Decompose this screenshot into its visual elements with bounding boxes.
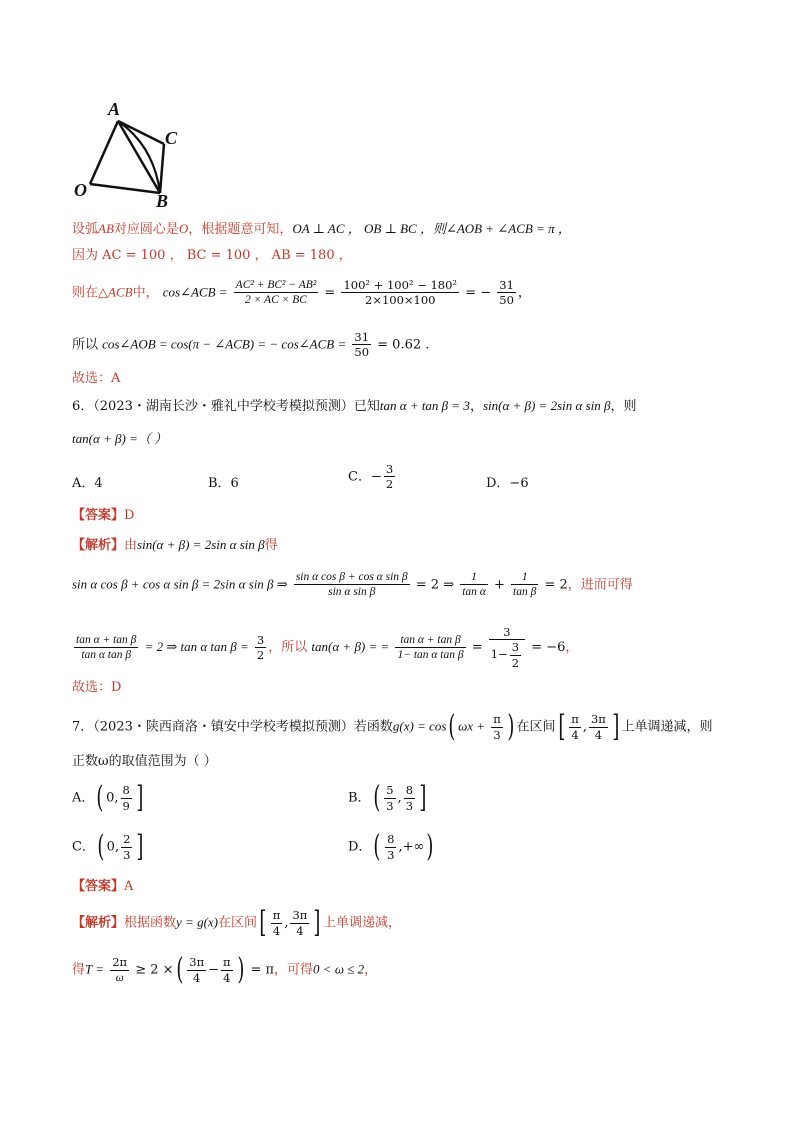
segment-ob: [90, 184, 160, 193]
q6-stem: 6．（2023・湖南长沙・雅礼中学校考模拟预测）已知tan α + tan β = 3，sin(α + β) = 2sin α sin β，则: [72, 398, 637, 414]
q6-answer: 【答案】D: [72, 508, 135, 523]
segment-cb: [160, 144, 164, 193]
q6-analysis-line2: sin α cos β + cos α sin β = 2sin α sin β ⇒ $\frac{\text{sin α cos β + cos α sin β}}{\text{sin α sin β}}$ = 2 ⇒ $\frac{1}{\text{tan α}}$ + $\frac{1}{\text{tan β}}$ = 2，进而可得: [72, 571, 633, 599]
q6-option-d: D．−6: [486, 476, 529, 491]
q7-option-b: B．( $\frac{5}{3}$ , $\frac{8}{3}$ ]: [348, 780, 427, 815]
label-c: C: [165, 128, 178, 148]
sol5-line2: 因为 AC = 100 ， BC = 100 ， AB = 180 ，: [72, 248, 352, 263]
q7-option-a: A．( 0, $\frac{8}{9}$ ]: [72, 780, 144, 815]
sol5-line3: 则在△ACB中， cos∠ACB = $\frac{\text{AC² + BC² − AB²}}{2 \times AC \times BC}$ = $\frac{\text{100² + 100² − 180²}}{2\times 100\times 100}$ = − $\frac{31}{50}$ ，: [72, 278, 531, 308]
q7-stem-line2: 正数ω的取值范围为（ ）: [72, 754, 217, 769]
q7-option-c: C．( 0, $\frac{2}{3}$ ]: [72, 829, 144, 864]
sol5-line4: 所以 cos∠AOB = cos(π − ∠ACB) = − cos∠ACB = $\frac{31}{50}$ = 0.62 .: [72, 330, 430, 360]
label-o: O: [74, 180, 87, 200]
sol5-line1: 设弧AB对应圆心是O，根据题意可知，OA ⊥ AC ， OB ⊥ BC ，则∠AOB + ∠ACB = π ，: [72, 221, 571, 237]
geometry-figure: [70, 100, 190, 210]
label-b: B: [156, 191, 169, 211]
q6-option-b: B．6: [208, 476, 239, 491]
q7-answer: 【答案】A: [72, 879, 134, 894]
q7-stem: 7．（2023・陕西商洛・镇安中学校考模拟预测）若函数g(x) = cos( ωx + $\frac{\pi}{3}$ ) 在区间[ $\frac{\pi}{4}$ , $\frac{3\pi}{4}$ ] 上单调递减，则: [72, 709, 713, 744]
q7-option-d: D．( $\frac{8}{3}$ ,+∞): [348, 829, 434, 864]
q7-analysis-line1: 【解析】根据函数y = g(x)在区间[ $\frac{\pi}{4}$ , $\frac{3\pi}{4}$ ] 上单调递减，: [72, 905, 402, 940]
q6-final: 故选：D: [72, 680, 122, 695]
q6-option-c: C．− $\frac{3}{2}$: [348, 462, 394, 492]
q6-option-a: A．4: [72, 476, 103, 491]
sol5-answer: 故选：A: [72, 371, 121, 386]
q6-stem-line2: tan(α + β) =（ ）: [72, 431, 168, 446]
label-a: A: [108, 99, 121, 119]
q6-analysis-line1: 【解析】由sin(α + β) = 2sin α sin β得: [72, 537, 278, 553]
q7-analysis-line2: 得T = $\frac{2\pi}{\omega}$ ≥ 2 ×( $\frac{3\pi}{4}$ − $\frac{\pi}{4}$ ) = π，可得0 < ω ≤ 2，: [72, 952, 378, 987]
segment-oa: [90, 121, 118, 184]
q6-analysis-line3: $\frac{\text{tan α + tan β}}{\text{tan α tan β}}$ = 2 ⇒ tan α tan β = $\frac{3}{2}$ ，所以 tan(α + β) = = $\frac{\text{tan α + tan β}}{\text{1− tan α tan β}}$ = 3 1− $\frac{3}{2}$ = −6，: [76, 625, 579, 670]
